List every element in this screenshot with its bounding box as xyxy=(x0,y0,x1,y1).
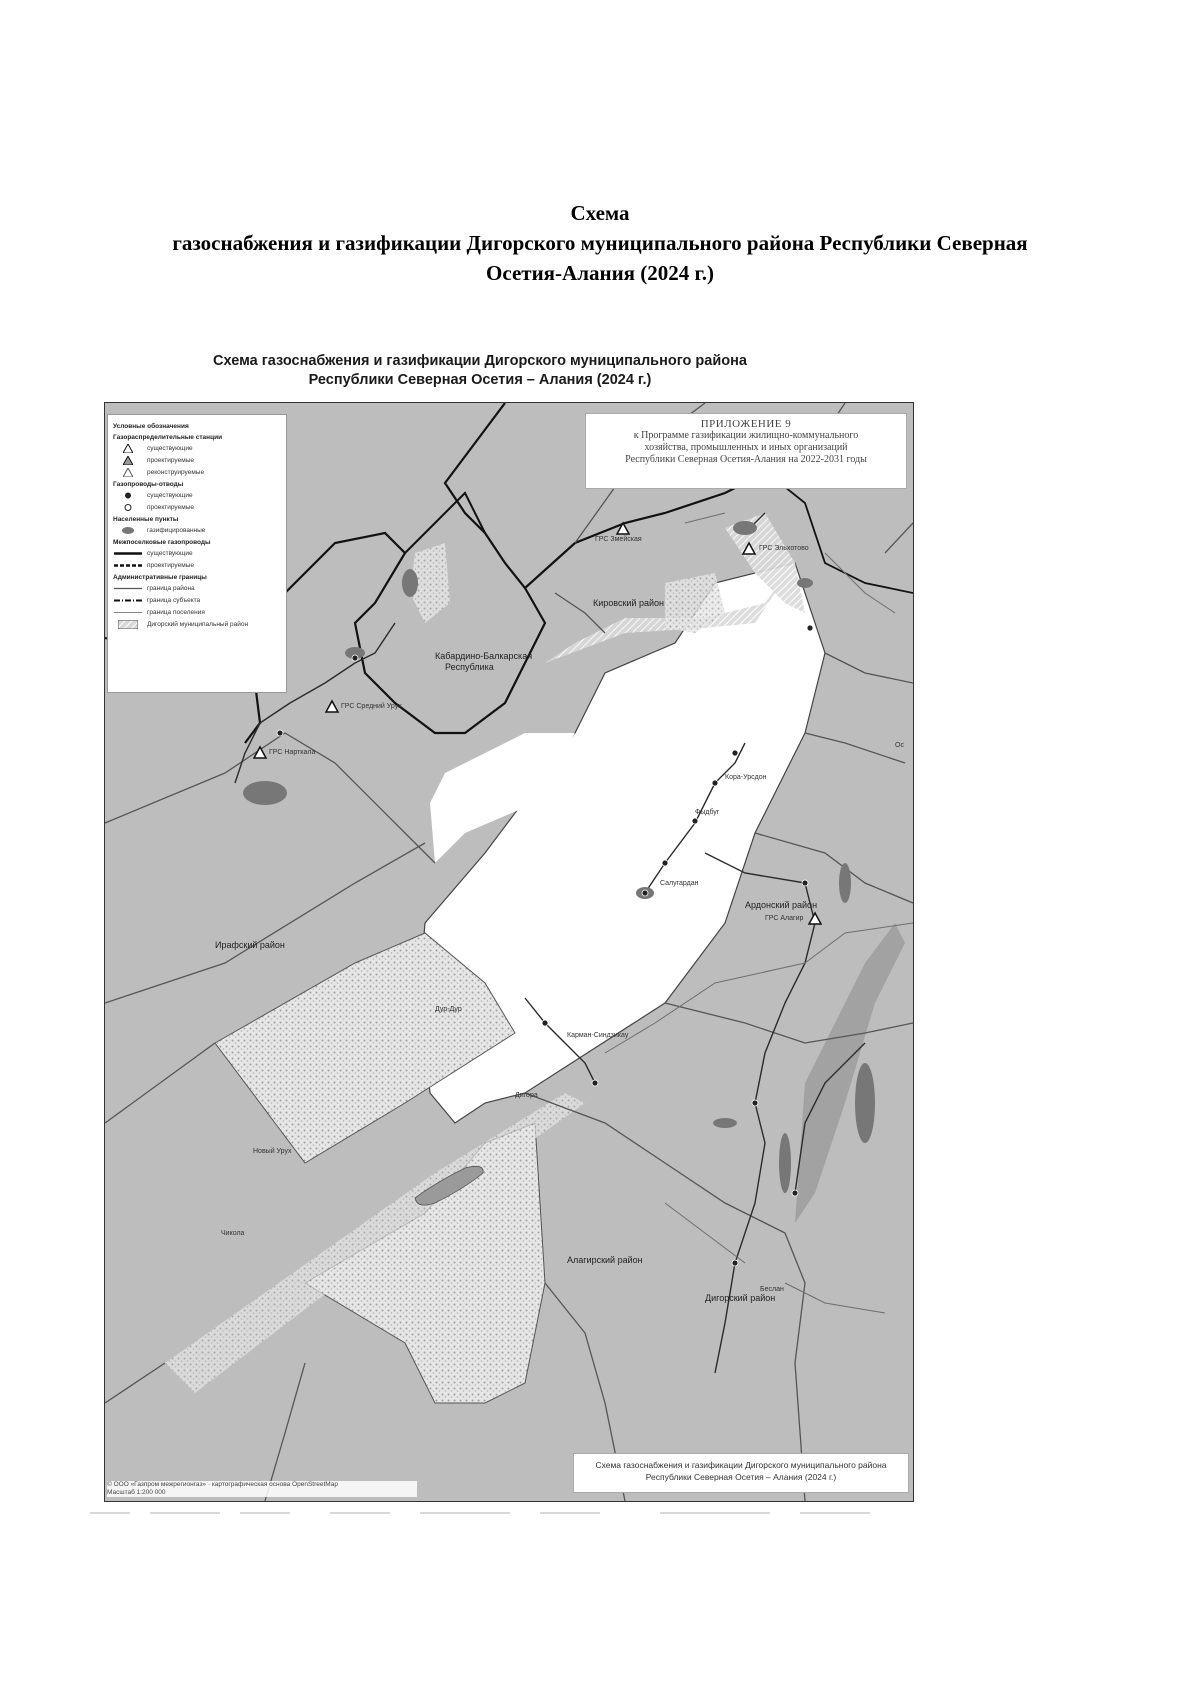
scan-artifact xyxy=(540,1512,600,1514)
appendix-note xyxy=(585,413,907,489)
legend-label: газифицированные xyxy=(147,527,206,534)
scan-artifact xyxy=(90,1512,130,1514)
boundary-line-icon xyxy=(113,596,143,605)
legend-label: проектируемые xyxy=(147,504,194,511)
triangle-icon xyxy=(113,456,143,465)
settlement-label: Дур-Дур xyxy=(435,1006,462,1013)
legend-label: Дигорский муниципальный район xyxy=(147,621,249,628)
settlement-label: Дигора xyxy=(515,1092,538,1099)
legend-label: существующие xyxy=(147,445,193,452)
appendix-title: ПРИЛОЖЕНИЕ 9 xyxy=(700,418,792,430)
boundary-line-icon xyxy=(113,608,143,617)
legend-label: проектируемые xyxy=(147,562,194,569)
settlement-label: Беслан xyxy=(760,1286,784,1293)
legend-section-settlements: Населенные пункты xyxy=(113,516,179,523)
hatched-area-icon xyxy=(113,620,143,629)
document-title-line-2: газоснабжения и газификации Дигорского муниципального района Республики Северная xyxy=(172,231,1028,255)
triangle-icon xyxy=(113,444,143,453)
settlement-label: Салугардан xyxy=(660,880,699,887)
map-legend xyxy=(107,414,287,693)
grs-label-alagir: ГРС Алагир xyxy=(765,915,804,922)
document-title-line-3: Осетия-Алания (2024 г.) xyxy=(486,261,714,285)
settlement-label: Ос xyxy=(895,742,904,749)
river-strip-east xyxy=(795,923,905,1223)
legend-label: существующие xyxy=(147,492,193,499)
triangle-icon xyxy=(113,468,143,477)
settlement-label: Новый Урух xyxy=(253,1148,292,1155)
legend-row xyxy=(113,491,281,500)
appendix-line: Республики Северная Осетия-Алания на 2022-2031 годы xyxy=(625,454,867,465)
district-label-irafsky: Ирафский район xyxy=(215,940,285,950)
district-label-kbr: Кабардино-Балкарская xyxy=(435,651,533,661)
legend-section-pipelines: Межпоселковые газопроводы xyxy=(113,539,211,546)
scan-artifact xyxy=(240,1512,290,1514)
appendix-line: к Программе газификации жилищно-коммунального xyxy=(633,430,859,441)
map-credit-line-1: © ООО «Газпром межрегионгаз» · картографическая основа OpenStreetMap xyxy=(107,1481,338,1488)
legend-row xyxy=(113,561,281,570)
grs-alagir-icon xyxy=(809,913,821,924)
settlement-label: Чикола xyxy=(221,1230,245,1237)
legend-row xyxy=(113,468,281,477)
legend-label: существующие xyxy=(147,550,193,557)
grs-label-zmeiskaya: ГРС Змейская xyxy=(595,536,642,543)
legend-label: граница поселения xyxy=(147,609,205,616)
district-label-ardonsky: Ардонский район xyxy=(745,900,818,910)
legend-row xyxy=(113,526,281,535)
settlement-label: Кора-Урсдон xyxy=(725,774,767,781)
document-title xyxy=(0,198,1200,288)
grs-label-elkhotovo: ГРС Эльхотово xyxy=(759,545,809,552)
map-frame xyxy=(104,402,914,1502)
scan-artifact xyxy=(420,1512,510,1514)
legend-row xyxy=(113,549,281,558)
scan-artifact xyxy=(330,1512,390,1514)
legend-label: проектируемые xyxy=(147,457,194,464)
district-label-kirovsky: Кировский район xyxy=(593,598,664,608)
district-label-kbr-2: Республика xyxy=(445,662,494,672)
solid-line-icon xyxy=(113,549,143,558)
map-title xyxy=(150,352,810,390)
map-caption-box xyxy=(573,1453,909,1493)
map-title-line-1: Схема газоснабжения и газификации Дигорского муниципального района xyxy=(213,353,747,369)
grs-sredniy-urukh-icon xyxy=(326,701,338,712)
node-icon xyxy=(113,491,143,500)
district-label-digorsky: Дигорский район xyxy=(705,1293,776,1303)
district-label-alagirsky: Алагирский район xyxy=(567,1255,643,1265)
legend-row xyxy=(113,456,281,465)
grs-label-sredniy-urukh: ГРС Средний Урух xyxy=(341,703,402,710)
map-credit xyxy=(107,1481,417,1497)
node-icon xyxy=(113,503,143,512)
settlement-icon xyxy=(113,526,143,535)
map-caption-line-2: Республики Северная Осетия – Алания (2024 г.) xyxy=(645,1472,837,1482)
grs-label-nartkala: ГРС Нарткала xyxy=(269,749,316,756)
scan-artifact xyxy=(660,1512,770,1514)
map-credit-line-2: Масштаб 1:200 000 xyxy=(107,1489,166,1496)
settlement-label: Фыдбуг xyxy=(695,809,720,816)
dashed-line-icon xyxy=(113,561,143,570)
legend-heading: Условные обозначения xyxy=(113,423,189,430)
appendix-line: хозяйства, промышленных и иных организаций xyxy=(644,442,848,453)
legend-label: граница субъекта xyxy=(147,597,201,604)
legend-row xyxy=(113,620,281,629)
legend-row xyxy=(113,503,281,512)
scan-artifact xyxy=(800,1512,870,1514)
legend-section-grs: Газораспределительные станции xyxy=(113,434,223,441)
map-caption-line-1: Схема газоснабжения и газификации Дигорского муниципального района xyxy=(595,1460,887,1470)
legend-section-outlets: Газопроводы-отводы xyxy=(113,481,184,488)
legend-row xyxy=(113,584,281,593)
legend-label: граница района xyxy=(147,585,195,592)
legend-section-boundaries: Административные границы xyxy=(113,574,207,581)
legend-row xyxy=(113,608,281,617)
legend-label: реконструируемые xyxy=(147,469,205,476)
document-title-line-1: Схема xyxy=(570,201,630,225)
scan-artifact xyxy=(150,1512,220,1514)
boundary-line-icon xyxy=(113,584,143,593)
legend-row xyxy=(113,444,281,453)
legend-row xyxy=(113,596,281,605)
settlement-label: Карман-Синдзикау xyxy=(567,1032,629,1039)
map-title-line-2: Республики Северная Осетия – Алания (2024 г.) xyxy=(308,372,652,388)
